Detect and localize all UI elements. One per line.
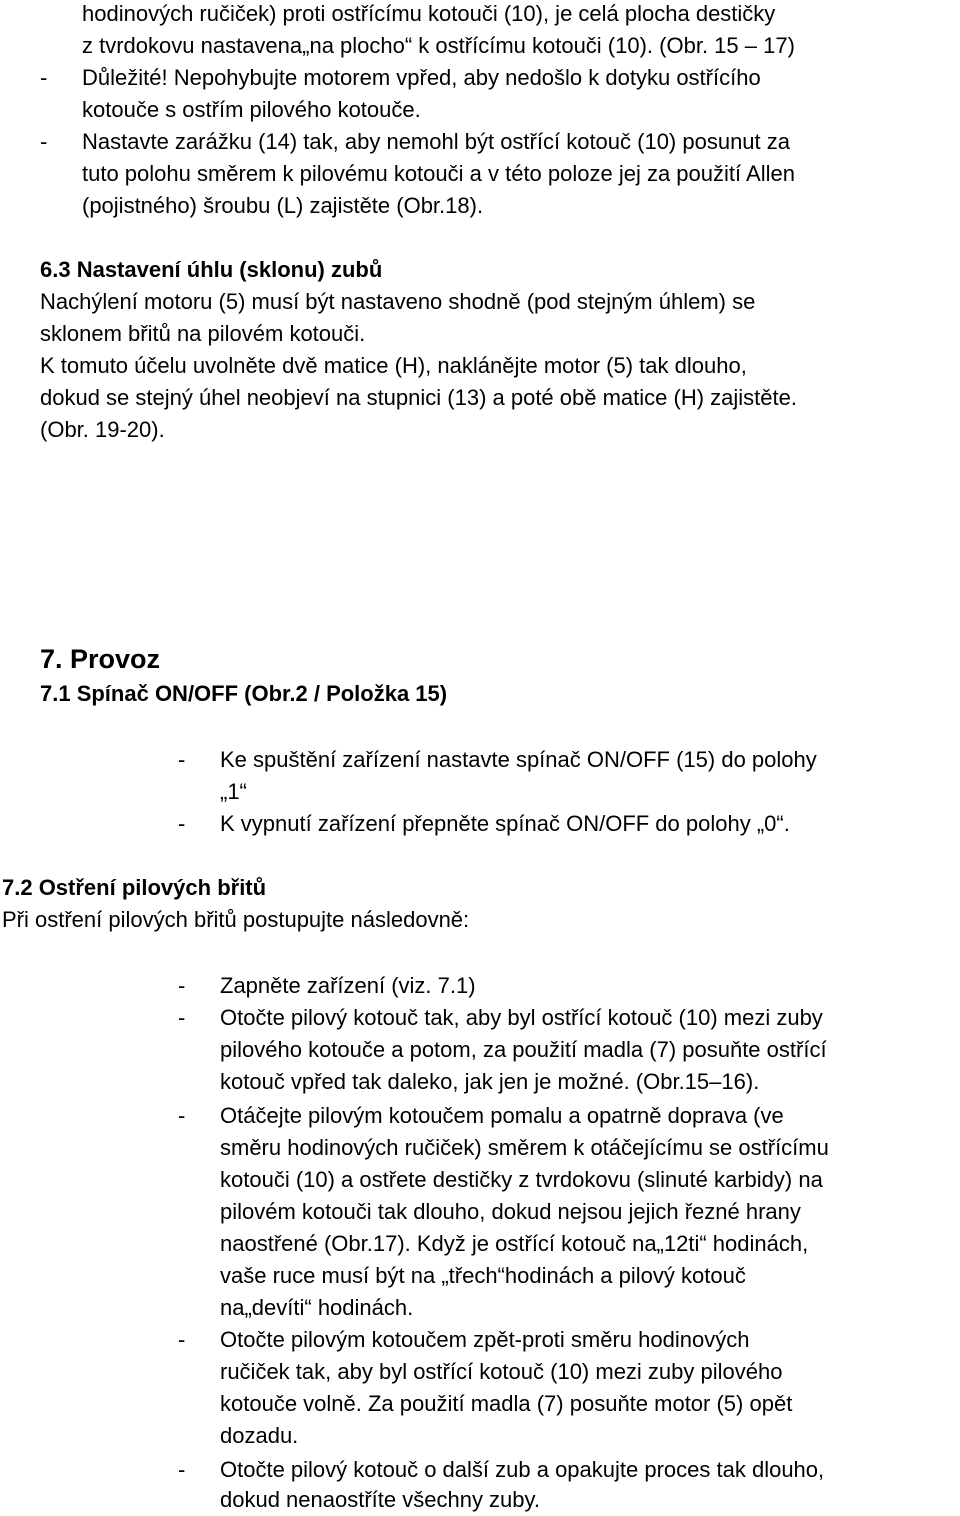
text-line: (pojistného) šroubu (L) zajistěte (Obr.18). <box>82 193 484 218</box>
text-line: Ke spuštění zařízení nastavte spínač ON/OFF (15) do polohy <box>220 747 817 772</box>
text-line: kotouč vpřed tak daleko, jak jen je možné. (Obr.15–16). <box>220 1069 760 1094</box>
text-line: „1“ <box>220 779 247 804</box>
text-line: naostřené (Obr.17). Když je ostřící kotouč na„12ti“ hodinách, <box>220 1231 809 1256</box>
section-heading-6-3: 6.3 Nastavení úhlu (sklonu) zubů <box>40 257 383 282</box>
text-line: ručiček tak, aby byl ostřící kotouč (10) mezi zuby pilového <box>220 1359 783 1384</box>
text-line: z tvrdokovu nastavena„na plocho“ k ostřícímu kotouči (10). (Obr. 15 – 17) <box>82 33 795 58</box>
bullet-dash: - <box>178 973 186 998</box>
text-line: na„devíti“ hodinách. <box>220 1295 414 1320</box>
bullet-dash: - <box>178 811 186 836</box>
text-line: kotouče volně. Za použití madla (7) posuňte motor (5) opět <box>220 1391 793 1416</box>
section-intro: Při ostření pilových břitů postupujte následovně: <box>2 907 470 932</box>
text-line: směru hodinových ručiček) směrem k otáčejícímu se ostřícímu <box>220 1135 829 1160</box>
bullet-dash: - <box>178 1103 186 1128</box>
text-line: vaše ruce musí být na „třech“hodinách a pilový kotouč <box>220 1263 746 1288</box>
text-line: pilovém kotouči tak dlouho, dokud nejsou jejich řezné hrany <box>220 1199 801 1224</box>
bullet-dash: - <box>40 129 48 154</box>
section-heading-7-1: 7.1 Spínač ON/OFF (Obr.2 / Položka 15) <box>40 681 448 706</box>
text-line: dokud se stejný úhel neobjeví na stupnici (13) a poté obě matice (H) zajistěte. <box>40 385 797 410</box>
text-line: Otáčejte pilovým kotoučem pomalu a opatrně doprava (ve <box>220 1103 784 1128</box>
text-line: K vypnutí zařízení přepněte spínač ON/OFF do polohy „0“. <box>220 811 790 836</box>
text-line: kotouče s ostřím pilového kotouče. <box>82 97 421 122</box>
bullet-dash: - <box>40 65 48 90</box>
text-line: dokud nenaostříte všechny zuby. <box>220 1487 541 1512</box>
text-line: Nachýlení motoru (5) musí být nastaveno shodně (pod stejným úhlem) se <box>40 289 756 314</box>
text-line: sklonem břitů na pilovém kotouči. <box>40 321 366 346</box>
section-heading-7-2: 7.2 Ostření pilových břitů <box>2 875 267 900</box>
bullet-dash: - <box>178 1005 186 1030</box>
text-line: dozadu. <box>220 1423 299 1448</box>
text-line: Otočte pilový kotouč o další zub a opakujte proces tak dlouho, <box>220 1457 825 1482</box>
text-line: (Obr. 19-20). <box>40 417 165 442</box>
text-line: Otočte pilovým kotoučem zpět-proti směru hodinových <box>220 1327 750 1352</box>
bullet-dash: - <box>178 1457 186 1482</box>
text-line: Nastavte zarážku (14) tak, aby nemohl být ostřící kotouč (10) posunut za <box>82 129 791 154</box>
text-line: tuto polohu směrem k pilovému kotouči a v této poloze jej za použití Allen <box>82 161 795 186</box>
text-line: Důležité! Nepohybujte motorem vpřed, aby nedošlo k dotyku ostřícího <box>82 65 761 90</box>
text-line: kotouči (10) a ostřete destičky z tvrdokovu (slinuté karbidy) na <box>220 1167 823 1192</box>
text-line: Otočte pilový kotouč tak, aby byl ostřící kotouč (10) mezi zuby <box>220 1005 823 1030</box>
text-line: pilového kotouče a potom, za použití madla (7) posuňte ostřící <box>220 1037 827 1062</box>
bullet-dash: - <box>178 747 186 772</box>
text-line: hodinových ručiček) proti ostřícímu kotouči (10), je celá plocha destičky <box>82 1 776 26</box>
section-heading-7: 7. Provoz <box>40 644 161 674</box>
text-line: K tomuto účelu uvolněte dvě matice (H), naklánějte motor (5) tak dlouho, <box>40 353 747 378</box>
text-line: Zapněte zařízení (viz. 7.1) <box>220 973 476 998</box>
bullet-dash: - <box>178 1327 186 1352</box>
